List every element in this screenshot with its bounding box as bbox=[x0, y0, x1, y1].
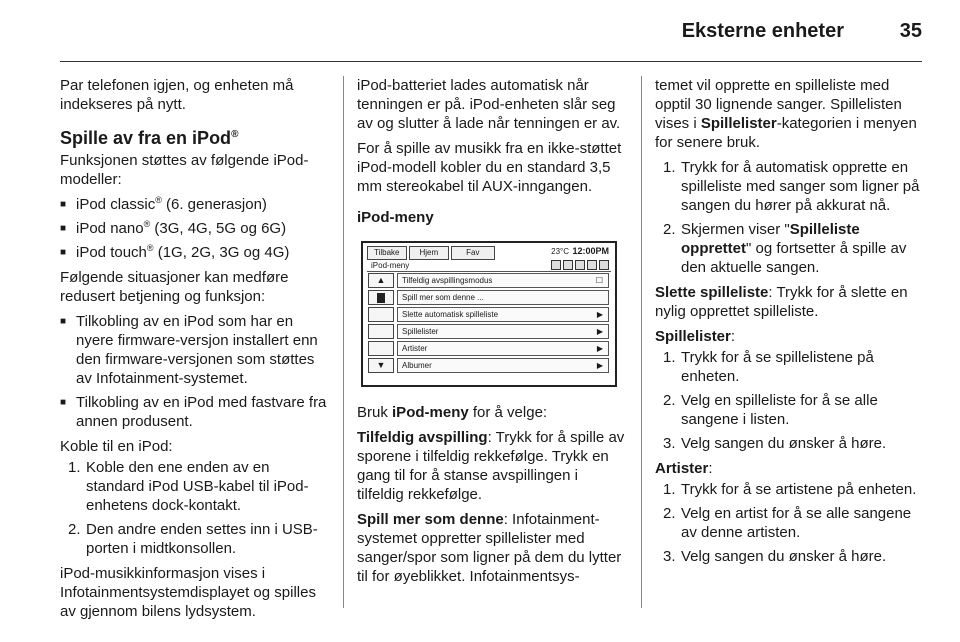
list-item: 1. Koble den ene enden av en standard iPod USB-kabel til iPod-enhetens dock-kontakt. bbox=[68, 459, 309, 514]
menu-item-artists[interactable]: Artister ▶ bbox=[397, 341, 609, 356]
issues-intro: Følgende situasjoner kan medføre redusert betjening og funksjon: bbox=[60, 269, 289, 305]
outro-paragraph: iPod-musikkinformasjon vises i Infotainmentsystemdisplayet og spilles av gjennom bilens lydsystem. bbox=[60, 565, 316, 620]
clock: 12:00PM bbox=[572, 246, 609, 256]
screen-tabs bbox=[367, 246, 497, 260]
scroll-thumb[interactable] bbox=[368, 290, 394, 305]
play-more-paragraph: Spill mer som denne: Infotainment-systemet oppretter spillelister med sanger/spor som ligner på dem du lytter til for øyeblikket. Infotainmentsys- bbox=[357, 511, 622, 585]
home-tab[interactable]: Hjem bbox=[409, 246, 450, 260]
checkbox-icon: ☐ bbox=[595, 276, 603, 285]
menu-item-playlists[interactable]: Spillelister ▶ bbox=[397, 324, 609, 339]
playlists-heading: Spillelister: bbox=[655, 328, 736, 345]
delete-paragraph: Slette spilleliste: Trykk for å slette en nylig opprettet spilleliste. bbox=[655, 284, 908, 320]
section-title: Spille av fra en iPod® bbox=[60, 128, 239, 148]
menu-item-shuffle[interactable]: Tilfeldig avspillingsmodus ☐ bbox=[397, 273, 609, 288]
menu-heading: iPod-meny bbox=[357, 209, 434, 226]
connect-intro: Koble til en iPod: bbox=[60, 438, 173, 455]
play-more-steps bbox=[655, 158, 925, 277]
page-header bbox=[0, 0, 960, 64]
list-item: ■ iPod nano® (3G, 4G, 5G og 6G) bbox=[60, 219, 330, 238]
column-3 bbox=[655, 76, 925, 572]
status-icon bbox=[587, 260, 597, 270]
arrow-right-icon: ▶ bbox=[596, 310, 603, 319]
choose-paragraph: Bruk iPod-meny for å velge: bbox=[357, 404, 548, 421]
scroll-track bbox=[368, 341, 394, 356]
column-2 bbox=[357, 76, 625, 592]
arrow-right-icon: ▶ bbox=[596, 361, 603, 370]
list-item: 3. Velg sangen du ønsker å høre. bbox=[663, 435, 887, 452]
back-tab[interactable]: Tilbake bbox=[367, 246, 407, 260]
connect-steps bbox=[60, 458, 330, 558]
menu-list bbox=[397, 273, 609, 375]
scroll-controls bbox=[368, 273, 394, 375]
list-item: 2. Skjermen viser "Spilleliste opprettet" og fortsetter å spille av den aktuelle sangen. bbox=[663, 221, 907, 276]
arrow-right-icon: ▶ bbox=[596, 344, 603, 353]
arrow-right-icon: ▶ bbox=[596, 327, 603, 336]
list-item: 2. Velg en artist for å se alle sangene av denne artisten. bbox=[663, 505, 912, 541]
scroll-track bbox=[368, 324, 394, 339]
model-list bbox=[60, 195, 330, 262]
scroll-track bbox=[368, 307, 394, 322]
screen-title: iPod-meny bbox=[371, 261, 410, 270]
scroll-down-button[interactable]: ▼ bbox=[368, 358, 394, 373]
page-number: 35 bbox=[899, 20, 922, 42]
menu-item-play-more[interactable]: Spill mer som denne ... bbox=[397, 290, 609, 305]
list-item: 3. Velg sangen du ønsker å høre. bbox=[663, 548, 887, 565]
supported-intro: Funksjonen støttes av følgende iPod-modeller: bbox=[60, 152, 309, 188]
list-item: 1. Trykk for å se artistene på enheten. bbox=[663, 481, 917, 498]
artists-heading: Artister: bbox=[655, 460, 713, 477]
fav-tab[interactable]: Fav bbox=[451, 246, 494, 260]
temperature: 23°C bbox=[551, 247, 569, 256]
playlists-steps bbox=[655, 348, 925, 453]
artists-steps bbox=[655, 480, 925, 566]
registered-mark: ® bbox=[231, 129, 239, 140]
battery-paragraph: iPod-batteriet lades automatisk når tenningen er på. iPod-enheten slår seg av og slutter å lade når tenningen er av. bbox=[357, 77, 621, 132]
list-item: 1. Trykk for å automatisk opprette en spilleliste med sanger som ligner på sangen du hører på akkurat nå. bbox=[663, 159, 920, 214]
list-item: ■ iPod touch® (1G, 2G, 3G og 4G) bbox=[60, 243, 330, 262]
continued-paragraph: temet vil opprette en spilleliste med opptil 30 lignende sanger. Spillelisten vises i Spillelister-kategorien i menyen for senere bruk. bbox=[655, 77, 917, 151]
list-item: 2. Velg en spilleliste for å se alle sangene i listen. bbox=[663, 392, 878, 428]
chapter-title: Eksterne enheter bbox=[681, 20, 844, 42]
list-item: ■ iPod classic® (6. generasjon) bbox=[60, 195, 330, 214]
ipod-menu-screen bbox=[361, 241, 617, 387]
list-item: 2. Den andre enden settes inn i USB-porten i midtkonsollen. bbox=[68, 521, 318, 557]
list-item: ■ Tilkobling av en iPod med fastvare fra annen produsent. bbox=[60, 393, 330, 431]
menu-item-delete-playlist[interactable]: Slette automatisk spilleliste ▶ bbox=[397, 307, 609, 322]
intro-paragraph: Par telefonen igjen, og enheten må indekseres på nytt. bbox=[60, 77, 294, 113]
status-icon bbox=[563, 260, 573, 270]
status-icon bbox=[575, 260, 585, 270]
header-rule bbox=[60, 61, 922, 62]
list-item: 1. Trykk for å se spillelistene på enheten. bbox=[663, 349, 874, 385]
column-1 bbox=[60, 76, 330, 627]
aux-paragraph: For å spille av musikk fra en ikke-støttet iPod-modell kobler du en standard 3,5 mm stereokabel til AUX-inngangen. bbox=[357, 140, 622, 195]
issues-list bbox=[60, 312, 330, 431]
list-item: ■ Tilkobling av en iPod som har en nyere firmware-versjon installert enn den firmware-versjonen som støttes av Infotainment-systemet. bbox=[60, 312, 330, 388]
status-icon bbox=[599, 260, 609, 270]
status-icons bbox=[549, 260, 609, 270]
status-icon bbox=[551, 260, 561, 270]
column-divider-1 bbox=[343, 76, 344, 608]
menu-item-albums[interactable]: Albumer ▶ bbox=[397, 358, 609, 373]
shuffle-paragraph: Tilfeldig avspilling: Trykk for å spille av sporene i tilfeldig rekkefølge. Trykk en gang til for å stanse avspillingen i tilfeldig rekkefølge. bbox=[357, 429, 625, 503]
column-divider-2 bbox=[641, 76, 642, 608]
scroll-up-button[interactable]: ▲ bbox=[368, 273, 394, 288]
